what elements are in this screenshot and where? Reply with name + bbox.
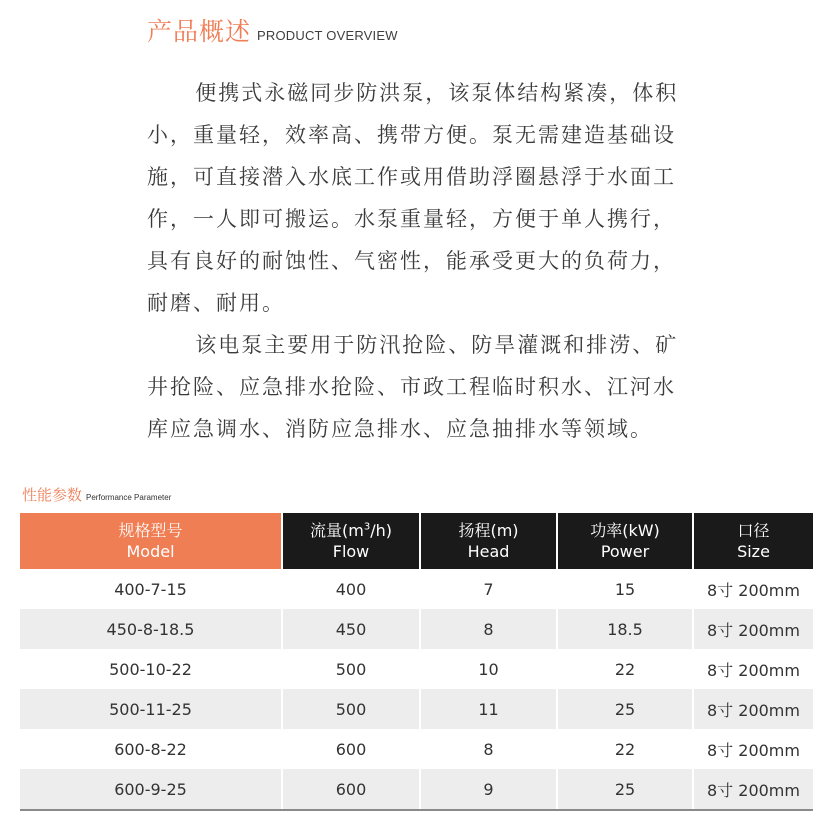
header-power-zh: 功率(kW) xyxy=(590,521,660,540)
cell-head: 8 xyxy=(420,729,557,769)
cell-flow: 600 xyxy=(282,769,420,810)
cell-model: 400-7-15 xyxy=(114,579,187,599)
parameters-title-en: Performance Parameter xyxy=(86,493,172,502)
cell-flow: 600 xyxy=(282,729,420,769)
header-flow-sup: 3 xyxy=(363,521,371,533)
cell-power: 25 xyxy=(557,689,693,729)
header-size-zh: 口径 xyxy=(737,521,770,540)
performance-table xyxy=(20,513,813,811)
overview-paragraph-2: 该电泵主要用于防汛抢险、防旱灌溉和排涝、矿井抢险、应急排水抢险、市政工程临时积水、江河水库应急调水、消防应急排水、应急抽排水等领域。 xyxy=(147,333,679,441)
cell-flow: 500 xyxy=(282,689,420,729)
cell-head: 9 xyxy=(420,769,557,810)
cell-power: 25 xyxy=(557,769,693,810)
overview-text xyxy=(147,72,692,450)
cell-size: 8寸 200mm xyxy=(693,569,813,609)
header-flow xyxy=(282,513,420,569)
overview-title-en: PRODUCT OVERVIEW xyxy=(257,28,398,43)
header-power xyxy=(557,513,693,569)
cell-head: 10 xyxy=(420,649,557,689)
header-flow-en: Flow xyxy=(332,542,370,561)
cell-size: 8寸 200mm xyxy=(693,729,813,769)
cell-flow: 500 xyxy=(282,649,420,689)
parameters-heading xyxy=(22,484,171,505)
table-row xyxy=(20,729,813,769)
cell-head: 8 xyxy=(420,609,557,649)
header-model xyxy=(20,513,282,569)
header-power-en: Power xyxy=(600,542,650,561)
cell-power: 15 xyxy=(557,569,693,609)
overview-heading xyxy=(147,12,398,48)
header-flow-zh: 流量$(m^3/h)$ xyxy=(310,521,392,540)
cell-model: 500-10-22 xyxy=(109,659,192,679)
table-row xyxy=(20,649,813,689)
parameters-title-zh: 性能参数 xyxy=(22,486,83,504)
cell-model: 600-8-22 xyxy=(114,739,187,759)
cell-size: 8寸 200mm xyxy=(693,769,813,810)
cell-model: 450-8-18.5 xyxy=(20,609,282,649)
table-row xyxy=(20,689,813,729)
cell-power: 22 xyxy=(557,729,693,769)
cell-head: 11 xyxy=(420,689,557,729)
header-size-en: Size xyxy=(737,542,770,561)
cell-model: 500-11-25 xyxy=(20,689,282,729)
header-head xyxy=(420,513,557,569)
overview-title-zh: 产品概述 xyxy=(147,17,252,46)
table-row xyxy=(20,609,813,649)
cell-power: 22 xyxy=(557,649,693,689)
cell-model: 600-9-25 xyxy=(20,769,282,810)
header-model-zh: 规格型号 xyxy=(118,521,183,540)
header-size xyxy=(693,513,813,569)
table-row xyxy=(20,769,813,810)
cell-head: 7 xyxy=(420,569,557,609)
cell-size: 8寸 200mm xyxy=(693,609,813,649)
cell-flow: 450 xyxy=(282,609,420,649)
overview-paragraph-1: 便携式永磁同步防洪泵，该泵体结构紧凑，体积小，重量轻，效率高、携带方便。泵无需建造基础设施，可直接潜入水底工作或用借助浮圈悬浮于水面工作，一人即可搬运。水泵重量轻，方便于单人携行，具有良好的耐蚀性、气密性，能承受更大的负荷力，耐磨、耐用。 xyxy=(147,81,679,315)
header-head-zh: 扬程(m) xyxy=(458,521,519,540)
cell-power: 18.5 xyxy=(557,609,693,649)
cell-size: 8寸 200mm xyxy=(693,689,813,729)
table-header-row xyxy=(20,513,813,569)
header-model-en: Model xyxy=(126,542,175,561)
header-head-en: Head xyxy=(467,542,510,561)
cell-flow: 400 xyxy=(282,569,420,609)
cell-size: 8寸 200mm xyxy=(693,649,813,689)
table-row xyxy=(20,569,813,609)
